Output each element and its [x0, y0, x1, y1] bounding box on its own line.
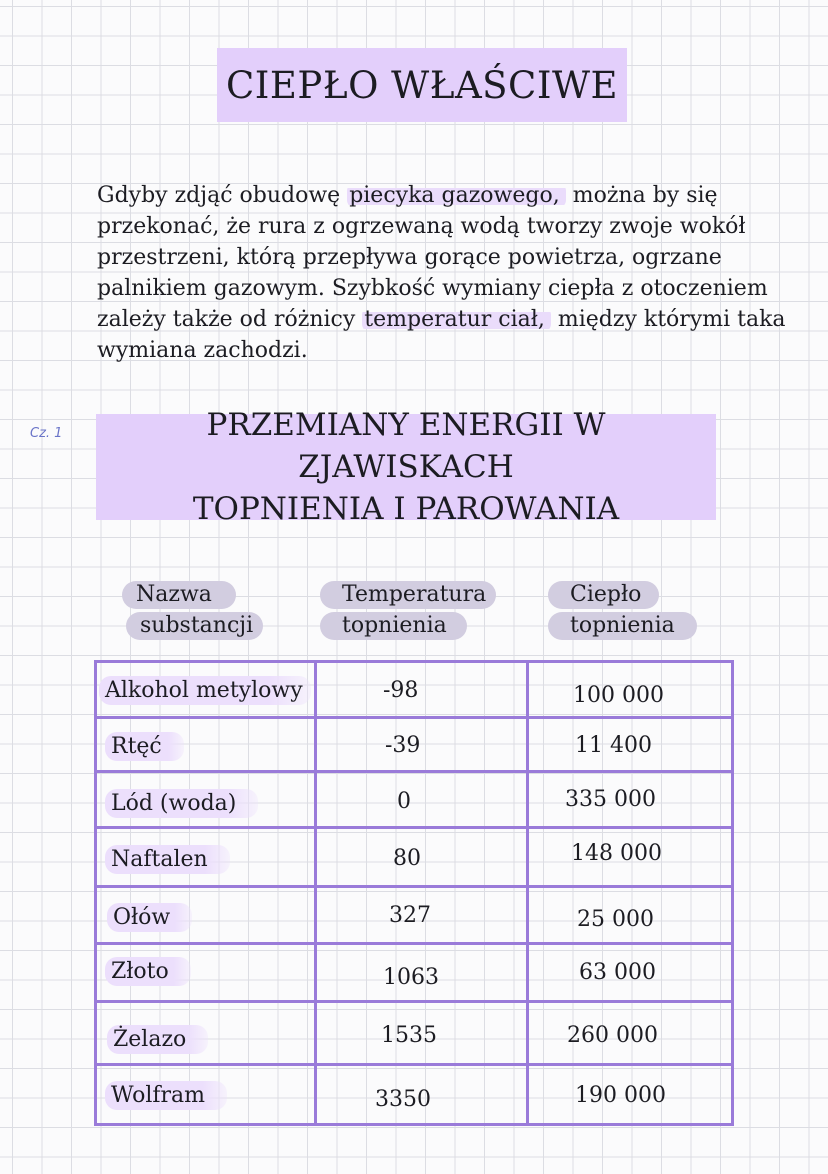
melting-temperature: -39 [385, 733, 421, 758]
table-row [107, 1027, 208, 1052]
melting-temperature: -98 [383, 678, 419, 703]
melting-temperature: 1535 [381, 1023, 437, 1048]
header-line: Temperatura [320, 581, 496, 609]
substance-name: Żelazo [107, 1025, 208, 1054]
substance-name: Złoto [105, 957, 191, 986]
melting-temperature: 1063 [383, 965, 439, 990]
substance-name: Naftalen [105, 845, 230, 874]
column-divider [526, 663, 529, 1123]
header-substance-name [122, 580, 263, 640]
paragraph-text: można by się przekonać, że rura z ogrzewaną wodą tworzy zwoje wokół przestrzeni, którą przepływa gorące powietrza, ogrzane palnikiem gazowym. Szybkość wymiany ciepła z otoczeniem zależy także od różnicy [97, 183, 768, 332]
section-title [96, 407, 716, 527]
row-divider [97, 885, 731, 888]
header-line: topnienia [320, 612, 467, 640]
melting-heat: 148 000 [571, 841, 662, 866]
paragraph-text: między którymi taka wymiana zachodzi. [97, 307, 786, 363]
paragraph-text: Gdyby zdjąć obudowę [97, 183, 348, 208]
table-row [105, 847, 230, 872]
substance-name: Alkohol metylowy [99, 676, 311, 705]
page-title-text: CIEPŁO WŁAŚCIWE [226, 63, 618, 107]
melting-temperature: 327 [389, 903, 431, 928]
row-divider [97, 1063, 731, 1066]
table-row [105, 734, 184, 759]
melting-temperature: 0 [397, 789, 411, 814]
header-line: Nazwa [122, 581, 236, 609]
table-row [105, 1083, 227, 1108]
header-line: substancji [126, 612, 263, 640]
melting-heat: 190 000 [575, 1083, 666, 1108]
highlight-temperatures: temperatur ciał, [362, 307, 551, 332]
row-divider [97, 770, 731, 773]
melting-heat: 260 000 [567, 1023, 658, 1048]
row-divider [97, 716, 731, 719]
header-melting-temperature [320, 580, 496, 640]
margin-note: Cz. 1 [30, 426, 63, 441]
melting-heat: 11 400 [575, 733, 652, 758]
table-row [107, 905, 192, 930]
header-line: Ciepło [548, 581, 659, 609]
melting-temperature: 3350 [375, 1087, 431, 1112]
table-row [105, 791, 258, 816]
header-line: topnienia [548, 612, 697, 640]
highlight-gas-heater: piecyka gazowego, [347, 183, 566, 208]
substance-name: Wolfram [105, 1081, 227, 1110]
page-title [217, 48, 627, 122]
substance-name: Ołów [107, 903, 192, 932]
table-row [105, 959, 191, 984]
melting-heat: 63 000 [579, 960, 656, 985]
substance-name: Rtęć [105, 732, 184, 761]
row-divider [97, 1000, 731, 1003]
section-title-line: TOPNIENIA I PAROWANIA [192, 491, 620, 527]
substance-name: Lód (woda) [105, 789, 258, 818]
table-row [99, 678, 311, 703]
melting-heat: 100 000 [573, 683, 664, 708]
melting-table [94, 660, 734, 1126]
melting-temperature: 80 [393, 846, 421, 871]
row-divider [97, 826, 731, 829]
row-divider [97, 942, 731, 945]
melting-heat: 25 000 [577, 907, 654, 932]
header-melting-heat [548, 580, 697, 640]
column-divider [314, 663, 317, 1123]
melting-heat: 335 000 [565, 787, 656, 812]
intro-paragraph [97, 180, 797, 366]
section-title-line: PRZEMIANY ENERGII W ZJAWISKACH [206, 407, 606, 485]
